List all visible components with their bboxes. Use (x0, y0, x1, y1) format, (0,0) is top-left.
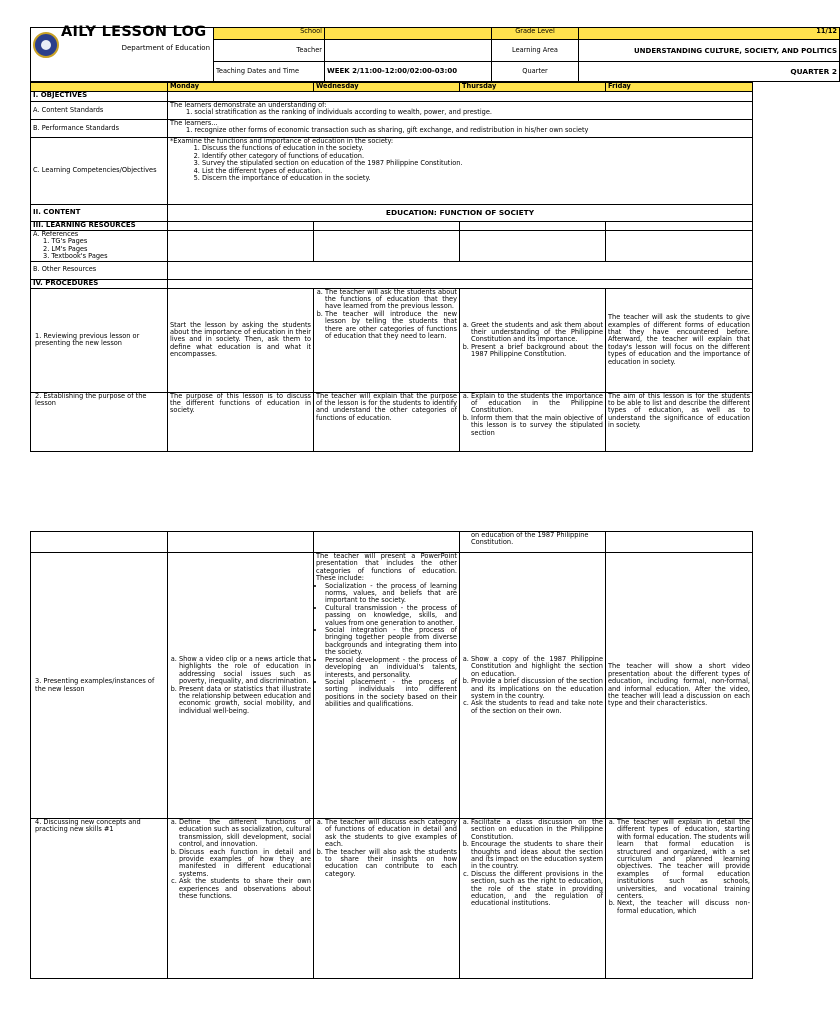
quarter-label: Quarter (492, 62, 579, 82)
procedure-1-friday: The teacher will ask the students to give examples of different forms of education that they have encountered before. Afterward, the teacher will explain that today's lesson will focus on the different types of education and the importance of education in society. (606, 288, 753, 392)
procedures-blank (168, 279, 753, 288)
day-friday: Friday (606, 83, 753, 92)
list-item: • Personal development - the process of developing an individual's talents, interests, and personality. (325, 657, 457, 679)
lesson-table-1 (30, 82, 753, 452)
log-title: AILY LESSON LOG (61, 24, 207, 40)
logo-cell (31, 24, 214, 82)
continuation-friday (606, 532, 753, 553)
grade-label: Grade Level (492, 28, 579, 40)
content-heading: II. CONTENT (31, 205, 168, 222)
continuation-label (31, 532, 168, 553)
list-item: a. The teacher will discuss each category of functions of education in detail and ask the students to give examples of each. (325, 819, 457, 849)
procedure-2-thursday-list (462, 393, 603, 437)
procedure-4-label: 4. Discussing new concepts and practicing new skills #1 (31, 819, 168, 979)
performance-standards-label: B. Performance Standards (31, 120, 168, 138)
references-label: A. References (33, 230, 79, 238)
dates-label: Teaching Dates and Time (214, 62, 325, 82)
list-item: a. The teacher will explain in detail the different types of education, starting with formal education. The students will learn that formal education is structured and organized, with a set curriculum and planned learning objectives. The teacher will provide examples of formal education institutions such as schools, universities, and vocational training centers. (617, 819, 750, 900)
procedure-3-monday-list (170, 656, 311, 715)
resources-cell (460, 222, 606, 231)
resources-heading: III. LEARNING RESOURCES (31, 222, 168, 231)
lm-pages-label: 2. LM's Pages (43, 244, 88, 253)
procedure-1-wednesday-list (316, 289, 457, 341)
procedure-1-wednesday (314, 288, 460, 392)
list-item: a. Explain to the students the importance of education in the Philippine Constitution. (471, 393, 603, 415)
school-label: School (214, 28, 325, 40)
objectives-heading: I. OBJECTIVES (31, 92, 168, 102)
procedure-4-friday (606, 819, 753, 979)
competencies-list (170, 145, 750, 182)
procedure-4-wednesday-list (316, 819, 457, 878)
competencies (168, 138, 753, 205)
lesson-table-2 (30, 531, 753, 979)
list-item: c. Ask the students to read and take note of the section on their own. (471, 700, 603, 715)
references-value (314, 231, 460, 262)
list-item: • Cultural transmission - the process of passing on knowledge, skills, and values from one generation to another. (325, 605, 457, 627)
teacher-label: Teacher (214, 40, 325, 62)
list-item: b. Present data or statistics that illustrate the relationship between education and economic growth, social mobility, and individual well-being. (179, 686, 311, 716)
procedure-1-thursday (460, 288, 606, 392)
list-item: b. Next, the teacher will discuss non-formal education, which (617, 900, 750, 915)
procedure-3-friday: The teacher will show a short video presentation about the different types of education, including formal, non-formal, and informal education. After the video, the teacher will lead a discussion on each type and their characteristics. (606, 553, 753, 819)
resources-cell (168, 222, 314, 231)
procedure-1-thursday-list (462, 322, 603, 359)
list-item: b. Present a brief background about the 1987 Philippine Constitution. (471, 344, 603, 359)
list-item: a. The teacher will ask the students about the functions of education that they have learned from the previous lesson. (325, 289, 457, 311)
procedure-4-thursday-list (462, 819, 603, 908)
content-standards-line-1: The learners demonstrate an understanding of: (170, 101, 327, 109)
textbook-pages-label: 3. Textbook's Pages (43, 252, 108, 261)
performance-standards (168, 120, 753, 138)
teacher-value (325, 40, 492, 62)
list-item: b. The teacher will introduce the new lesson by telling the students that there are other categories of functions of education that they need to learn. (325, 311, 457, 341)
procedure-3-thursday-list (462, 656, 603, 715)
deped-seal-icon (33, 32, 59, 58)
procedure-3-label: 3. Presenting examples/instances of the new lesson (31, 553, 168, 819)
procedure-4-monday-list (170, 819, 311, 900)
list-item: a. Define the different functions of education such as socialization, cultural transmission, skill development, social control, and innovation. (179, 819, 311, 849)
procedure-3-monday (168, 553, 314, 819)
procedure-4-wednesday (314, 819, 460, 979)
list-item: a. Greet the students and ask them about their understanding of the Philippine Constitution and its importance. (471, 322, 603, 344)
competency-item: 5. Discern the importance of education in the society. (202, 175, 750, 182)
department-name: Department of Education (121, 44, 210, 52)
list-item: a. Show a video clip or a news article that highlights the role of education in addressing social issues such as poverty, inequality, and discrimination. (179, 656, 311, 686)
school-value (325, 28, 492, 40)
day-thursday: Thursday (460, 83, 606, 92)
procedure-2-label: 2. Establishing the purpose of the lesson (31, 392, 168, 451)
procedure-3-thursday (460, 553, 606, 819)
continuation-wednesday (314, 532, 460, 553)
other-resources-value (168, 261, 753, 279)
resources-cell (314, 222, 460, 231)
procedures-heading: IV. PROCEDURES (31, 279, 168, 288)
content-standards-label: A. Content Standards (31, 102, 168, 120)
competency-item: 4. List the different types of education. (202, 168, 750, 175)
header-table (30, 24, 840, 82)
content-standards (168, 102, 753, 120)
day-wednesday: Wednesday (314, 83, 460, 92)
area-label: Learning Area (492, 40, 579, 62)
list-item: b. Inform them that the main objective of this lesson is to survey the stipulated section (471, 415, 603, 437)
procedure-2-friday: The aim of this lesson is for the students to be able to list and describe the different types of education, as well as to understand the significance of education in society. (606, 392, 753, 451)
performance-standards-line-1: The learners... (170, 119, 218, 127)
list-item: b. Discuss each function in detail and provide examples of how they are manifested in different educational systems. (179, 849, 311, 879)
quarter-value: QUARTER 2 (579, 62, 840, 82)
objectives-blank (168, 92, 753, 102)
competency-item: 3. Survey the stipulated section on education of the 1987 Philippine Constitution. (202, 160, 750, 167)
lesson-log-page-2 (30, 531, 752, 979)
dates-value: WEEK 2/11:00-12:00/02:00-03:00 (325, 62, 492, 82)
references-cell (31, 231, 168, 262)
procedure-2-thursday-cont: on education of the 1987 Philippine Constitution. (460, 532, 606, 553)
competency-item: 2. Identify other category of functions of education. (202, 153, 750, 160)
content-standards-line-2: 1. social stratification as the ranking of individuals according to wealth, power, and prestige. (186, 108, 492, 117)
resources-cell (606, 222, 753, 231)
procedure-4-friday-list (608, 819, 750, 915)
references-value (460, 231, 606, 262)
list-item: • Social placement - the process of sorting individuals into different positions in the society based on their abilities and qualifications. (325, 679, 457, 709)
continuation-monday (168, 532, 314, 553)
procedure-3-wednesday (314, 553, 460, 819)
list-item: c. Discuss the different provisions in the section, such as the right to education, the role of the state in providing education, and the regulation of educational institutions. (471, 871, 603, 908)
procedure-1-label: 1. Reviewing previous lesson or presenting the new lesson (31, 288, 168, 392)
lesson-log-page-1 (30, 24, 838, 452)
competencies-intro: *Examine the functions and importance of education in the society: (170, 137, 394, 145)
procedure-2-monday: The purpose of this lesson is to discuss the different functions of education in society. (168, 392, 314, 451)
procedure-4-thursday (460, 819, 606, 979)
procedure-4-monday (168, 819, 314, 979)
list-item: • Socialization - the process of learning norms, values, and beliefs that are important to the society. (325, 583, 457, 605)
procedure-2-wednesday: The teacher will explain that the purpose of the lesson is for the students to identify and understand the other categories of functions of education. (314, 392, 460, 451)
competencies-label: C. Learning Competencies/Objectives (31, 138, 168, 205)
content-topic: EDUCATION: FUNCTION OF SOCIETY (168, 205, 753, 222)
list-item: b. Encourage the students to share their thoughts and ideas about the section and its impact on the education system in the country. (471, 841, 603, 871)
tg-pages-label: 1. TG's Pages (43, 237, 88, 246)
list-item: b. The teacher will also ask the students to share their insights on how education can contribute to each category. (325, 849, 457, 879)
list-item: a. Show a copy of the 1987 Philippine Constitution and highlight the section on education. (471, 656, 603, 678)
list-item: b. Provide a brief discussion of the section and its implications on the education system in the country. (471, 678, 603, 700)
list-item: c. Ask the students to share their own experiences and observations about these functions. (179, 878, 311, 900)
references-value (606, 231, 753, 262)
performance-standards-line-2: 1. recognize other forms of economic transaction such as sharing, gift exchange, and redistribution in his/her own society (186, 126, 589, 135)
procedure-3-wednesday-list (316, 583, 457, 709)
procedure-3-wednesday-intro: The teacher will present a PowerPoint presentation that includes the other categories of functions of education. These include: (316, 552, 457, 583)
grade-value: 11/12 (579, 28, 840, 40)
area-value: UNDERSTANDING CULTURE, SOCIETY, AND POLITICS (579, 40, 840, 62)
procedure-2-thursday (460, 392, 606, 451)
day-monday: Monday (168, 83, 314, 92)
competency-item: 1. Discuss the functions of education in the society. (202, 145, 750, 152)
list-item: a. Facilitate a class discussion on the section on education in the Philippine Constitution. (471, 819, 603, 841)
references-value (168, 231, 314, 262)
list-item: • Social integration - the process of bringing together people from diverse backgrounds and integrating them into the society. (325, 627, 457, 657)
procedure-1-monday: Start the lesson by asking the students about the importance of education in their lives and in society. Then, ask them to define what education is and what it encompasses. (168, 288, 314, 392)
other-resources-label: B. Other Resources (31, 261, 168, 279)
